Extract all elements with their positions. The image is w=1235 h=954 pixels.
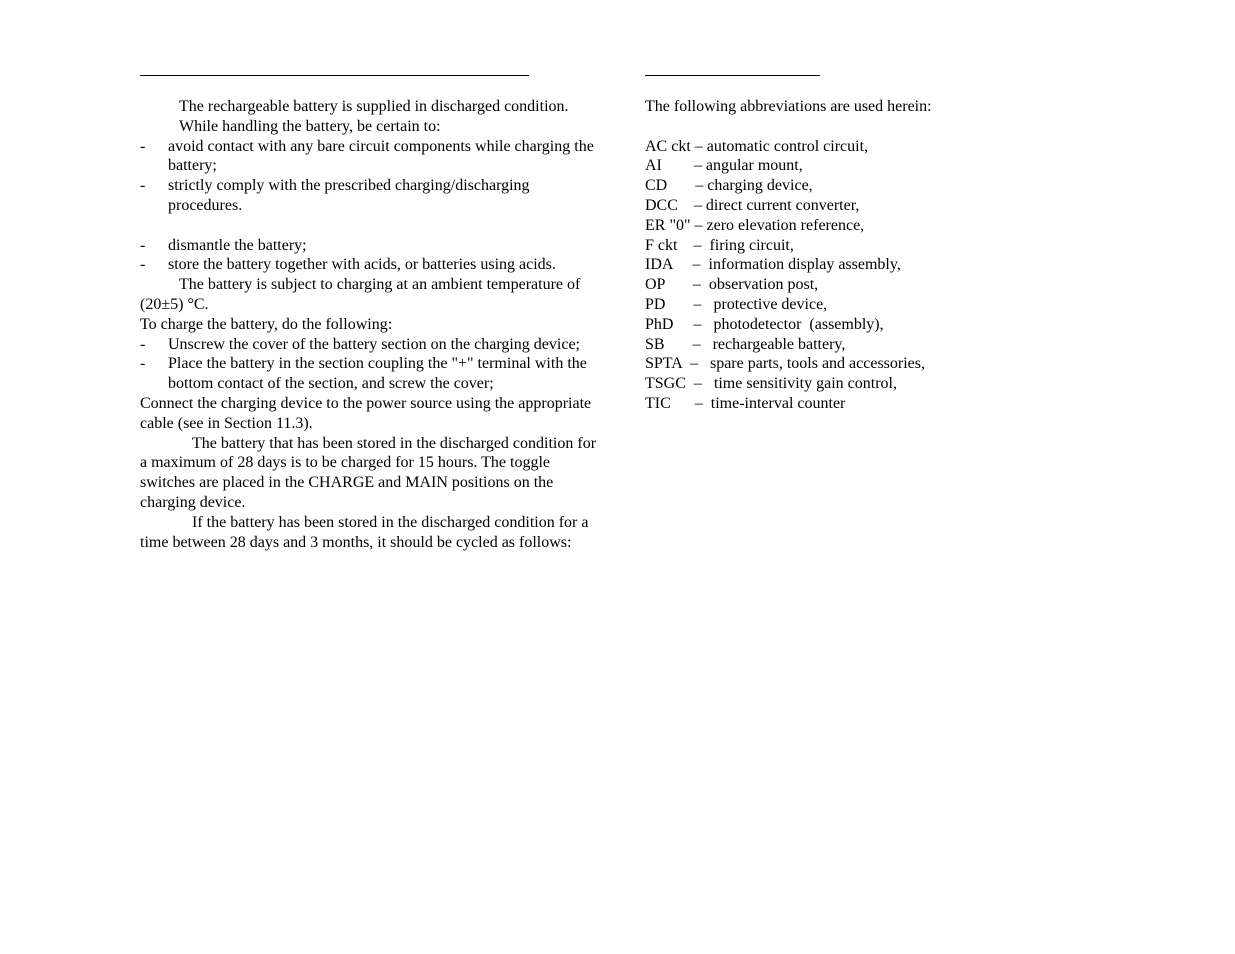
list-item: F ckt – firing circuit, bbox=[645, 236, 794, 254]
list-item-text: dismantle the battery; bbox=[168, 236, 307, 254]
list-dash: - bbox=[140, 335, 146, 353]
list-item bbox=[140, 354, 600, 394]
list-item-text: store the battery together with acids, or batteries using acids. bbox=[168, 256, 556, 274]
abbreviations-intro: The following abbreviations are used herein: bbox=[645, 98, 932, 115]
list-dash: - bbox=[140, 236, 146, 254]
list-item: ER "0" – zero elevation reference, bbox=[645, 216, 865, 234]
list-item-text: Place the battery in the section coupling the "+" terminal with the bottom contact of the section, and screw the cover; bbox=[168, 355, 587, 393]
list-item: PD – protective device, bbox=[645, 295, 828, 313]
paragraph-handling-intro: While handling the battery, be certain to: bbox=[179, 117, 441, 135]
list-item bbox=[140, 236, 600, 256]
paragraph-cycling: If the battery has been stored in the discharged condition for a time between 28 days and 3 months, it should be cycled as follows: bbox=[140, 513, 589, 551]
list-item: SB – rechargeable battery, bbox=[645, 335, 846, 353]
list-item-text: Unscrew the cover of the battery section on the charging device; bbox=[168, 335, 580, 353]
list-item: CD – charging device, bbox=[645, 177, 813, 195]
list-item-text: strictly comply with the prescribed charging/discharging procedures. bbox=[168, 177, 530, 214]
left-column bbox=[140, 97, 600, 552]
right-column bbox=[645, 97, 1085, 414]
list-item bbox=[140, 176, 600, 216]
blank-line bbox=[140, 216, 600, 236]
list-item: OP – observation post, bbox=[645, 276, 819, 294]
list-item bbox=[140, 255, 600, 275]
list-item: PhD – photodetector (assembly), bbox=[645, 315, 884, 333]
list-item: AI – angular mount, bbox=[645, 157, 803, 175]
list-item: AC ckt – automatic control circuit, bbox=[645, 137, 869, 155]
paragraph-charge-steps-intro: To charge the battery, do the following: bbox=[140, 315, 393, 333]
list-dash: - bbox=[140, 177, 146, 195]
list-item: TIC – time-interval counter bbox=[645, 394, 846, 412]
left-header-rule bbox=[140, 75, 529, 76]
list-item: TSGC – time sensitivity gain control, bbox=[645, 375, 897, 393]
list-item-text: avoid contact with any bare circuit components while charging the battery; bbox=[168, 137, 594, 175]
list-dash: - bbox=[140, 355, 146, 373]
list-item: DCC – direct current converter, bbox=[645, 196, 860, 214]
list-item: IDA – information display assembly, bbox=[645, 256, 901, 274]
abbreviations-list bbox=[645, 137, 1085, 414]
list-item: SPTA – spare parts, tools and accessories, bbox=[645, 355, 925, 373]
paragraph-charging-temperature: The battery is subject to charging at an ambient temperature of (20±5) °C. bbox=[140, 276, 581, 313]
paragraph-connect-charger: Connect the charging device to the power source using the appropriate cable (see in Section 11.3). bbox=[140, 394, 592, 432]
list-item bbox=[140, 137, 600, 177]
right-header-rule bbox=[645, 75, 820, 76]
paragraph-battery-supplied: The rechargeable battery is supplied in discharged condition. bbox=[179, 98, 569, 115]
list-item bbox=[140, 335, 600, 355]
paragraph-charge-duration: The battery that has been stored in the discharged condition for a maximum of 28 days is to be charged for 15 hours. The toggle switches are placed in the CHARGE and MAIN positions on the charging device. bbox=[140, 434, 597, 511]
list-dash: - bbox=[140, 256, 146, 274]
list-dash: - bbox=[140, 137, 146, 155]
blank-line bbox=[645, 117, 1085, 137]
